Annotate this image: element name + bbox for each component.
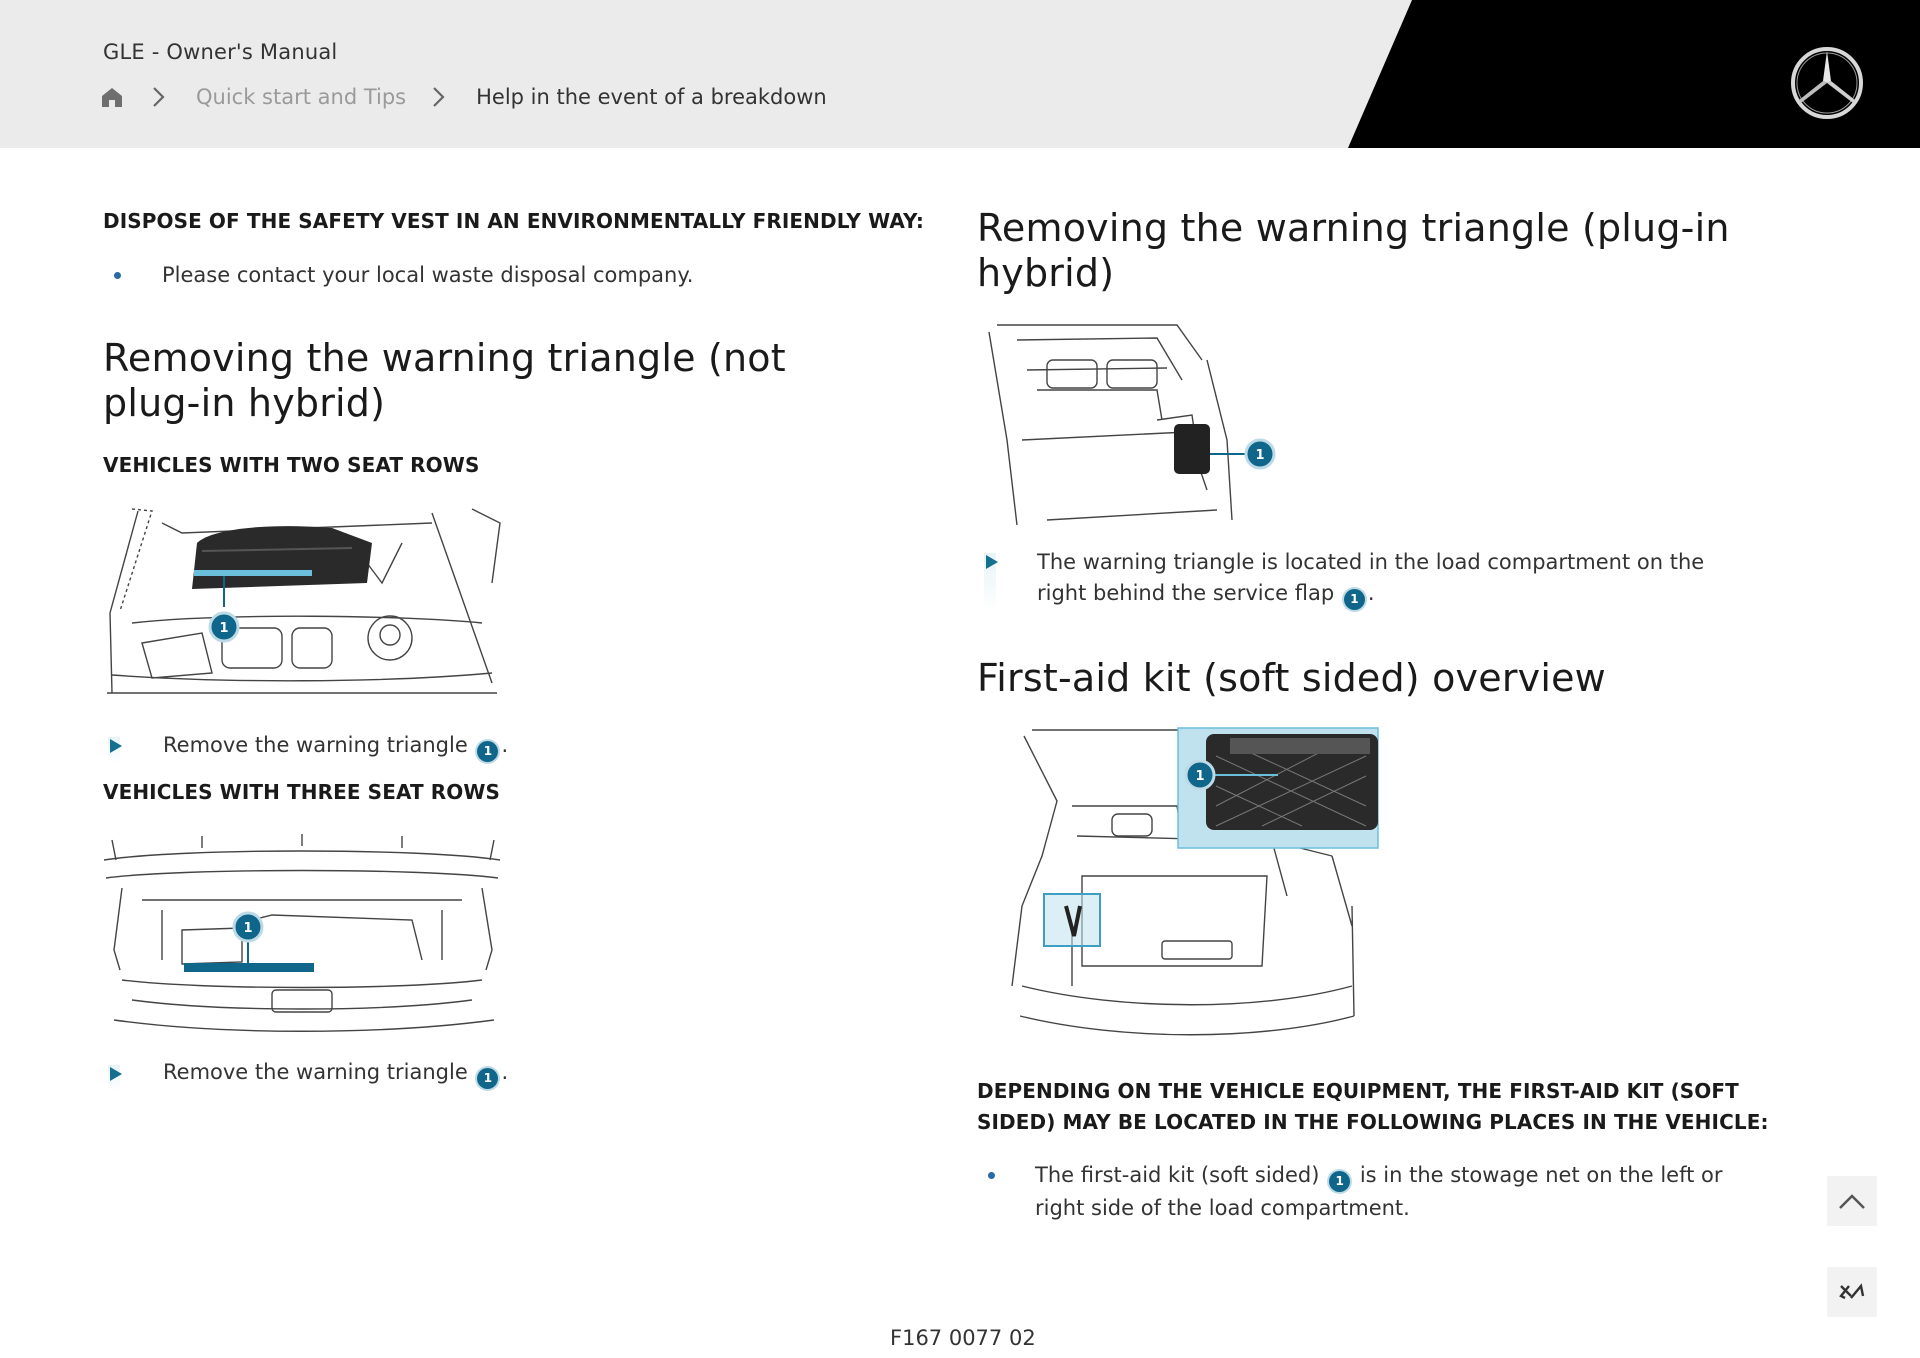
firstaid-section-heading: First-aid kit (soft sided) overview [977,656,1606,700]
period: . [501,1060,509,1084]
tools-button[interactable] [1827,1267,1877,1317]
three-rows-step [163,1057,508,1089]
callout-number: 1 [219,621,229,636]
home-icon[interactable] [100,85,126,109]
illustration-plug-in-hybrid [977,320,1307,530]
triangle-section-heading: Removing the warning triangle (not plug-in hybrid) [103,336,786,425]
firstaid-bullet-text-b: is in the stowage net on the left or right side of the load compartment. [1035,1163,1723,1220]
firstaid-caps-heading: DEPENDING ON THE VEHICLE EQUIPMENT, THE FIRST-AID KIT (SOFT SIDED) MAY BE LOCATED IN THE FOLLOWING PLACES IN THE VEHICLE: [977,1079,1769,1134]
step-arrow-icon [110,1067,122,1081]
callout-number: 1 [1255,448,1265,463]
two-rows-step [163,730,508,762]
three-pointed-star-logo[interactable] [1789,45,1865,121]
chevron-up-icon [1837,1191,1867,1211]
callout-badge: 1 [1329,1171,1350,1192]
hybrid-step [1037,547,1747,610]
callout-badge: 1 [477,741,498,762]
breadcrumb [100,82,827,112]
vest-heading: DISPOSE OF THE SAFETY VEST IN AN ENVIRONMENTALLY FRIENDLY WAY: [103,209,924,233]
three-rows-step-text: Remove the warning triangle [163,1060,468,1084]
callout-badge: 1 [477,1068,498,1089]
illustration-two-seat-rows [102,503,502,713]
step-arrow-icon [986,555,998,569]
illustration-first-aid-kit [1002,726,1382,1048]
breadcrumb-current: Help in the event of a breakdown [476,85,827,109]
tools-icon [1837,1280,1867,1304]
period: . [501,733,509,757]
step-arrow-icon [110,739,122,753]
callout-badge: 1 [1344,589,1365,610]
callout-number: 1 [243,921,253,936]
three-rows-heading: VEHICLES WITH THREE SEAT ROWS [103,780,501,804]
chevron-right-icon [426,85,456,109]
app-header [0,0,1920,148]
illustration-three-seat-rows [102,830,502,1045]
hybrid-step-text: The warning triangle is located in the load compartment on the right behind the service flap [1037,550,1705,605]
period: . [1367,581,1375,605]
bullet-dot [114,272,121,279]
callout-number: 1 [1195,769,1205,784]
firstaid-bullet-text-a: The first-aid kit (soft sided) [1035,1163,1320,1187]
header-black-band [0,0,1920,148]
figure-code: F167 0077 02 [890,1326,1036,1350]
vest-bullet-text: Please contact your local waste disposal company. [162,263,694,287]
breadcrumb-link-quick-start[interactable]: Quick start and Tips [196,85,407,109]
manual-title: GLE - Owner's Manual [103,40,338,64]
scroll-to-top-button[interactable] [1827,1176,1877,1226]
two-rows-heading: VEHICLES WITH TWO SEAT ROWS [103,453,480,477]
chevron-right-icon [146,85,176,109]
firstaid-bullet [1035,1159,1775,1225]
hybrid-section-heading: Removing the warning triangle (plug-in hybrid) [977,206,1730,295]
two-rows-step-text: Remove the warning triangle [163,733,468,757]
bullet-dot [988,1172,995,1179]
